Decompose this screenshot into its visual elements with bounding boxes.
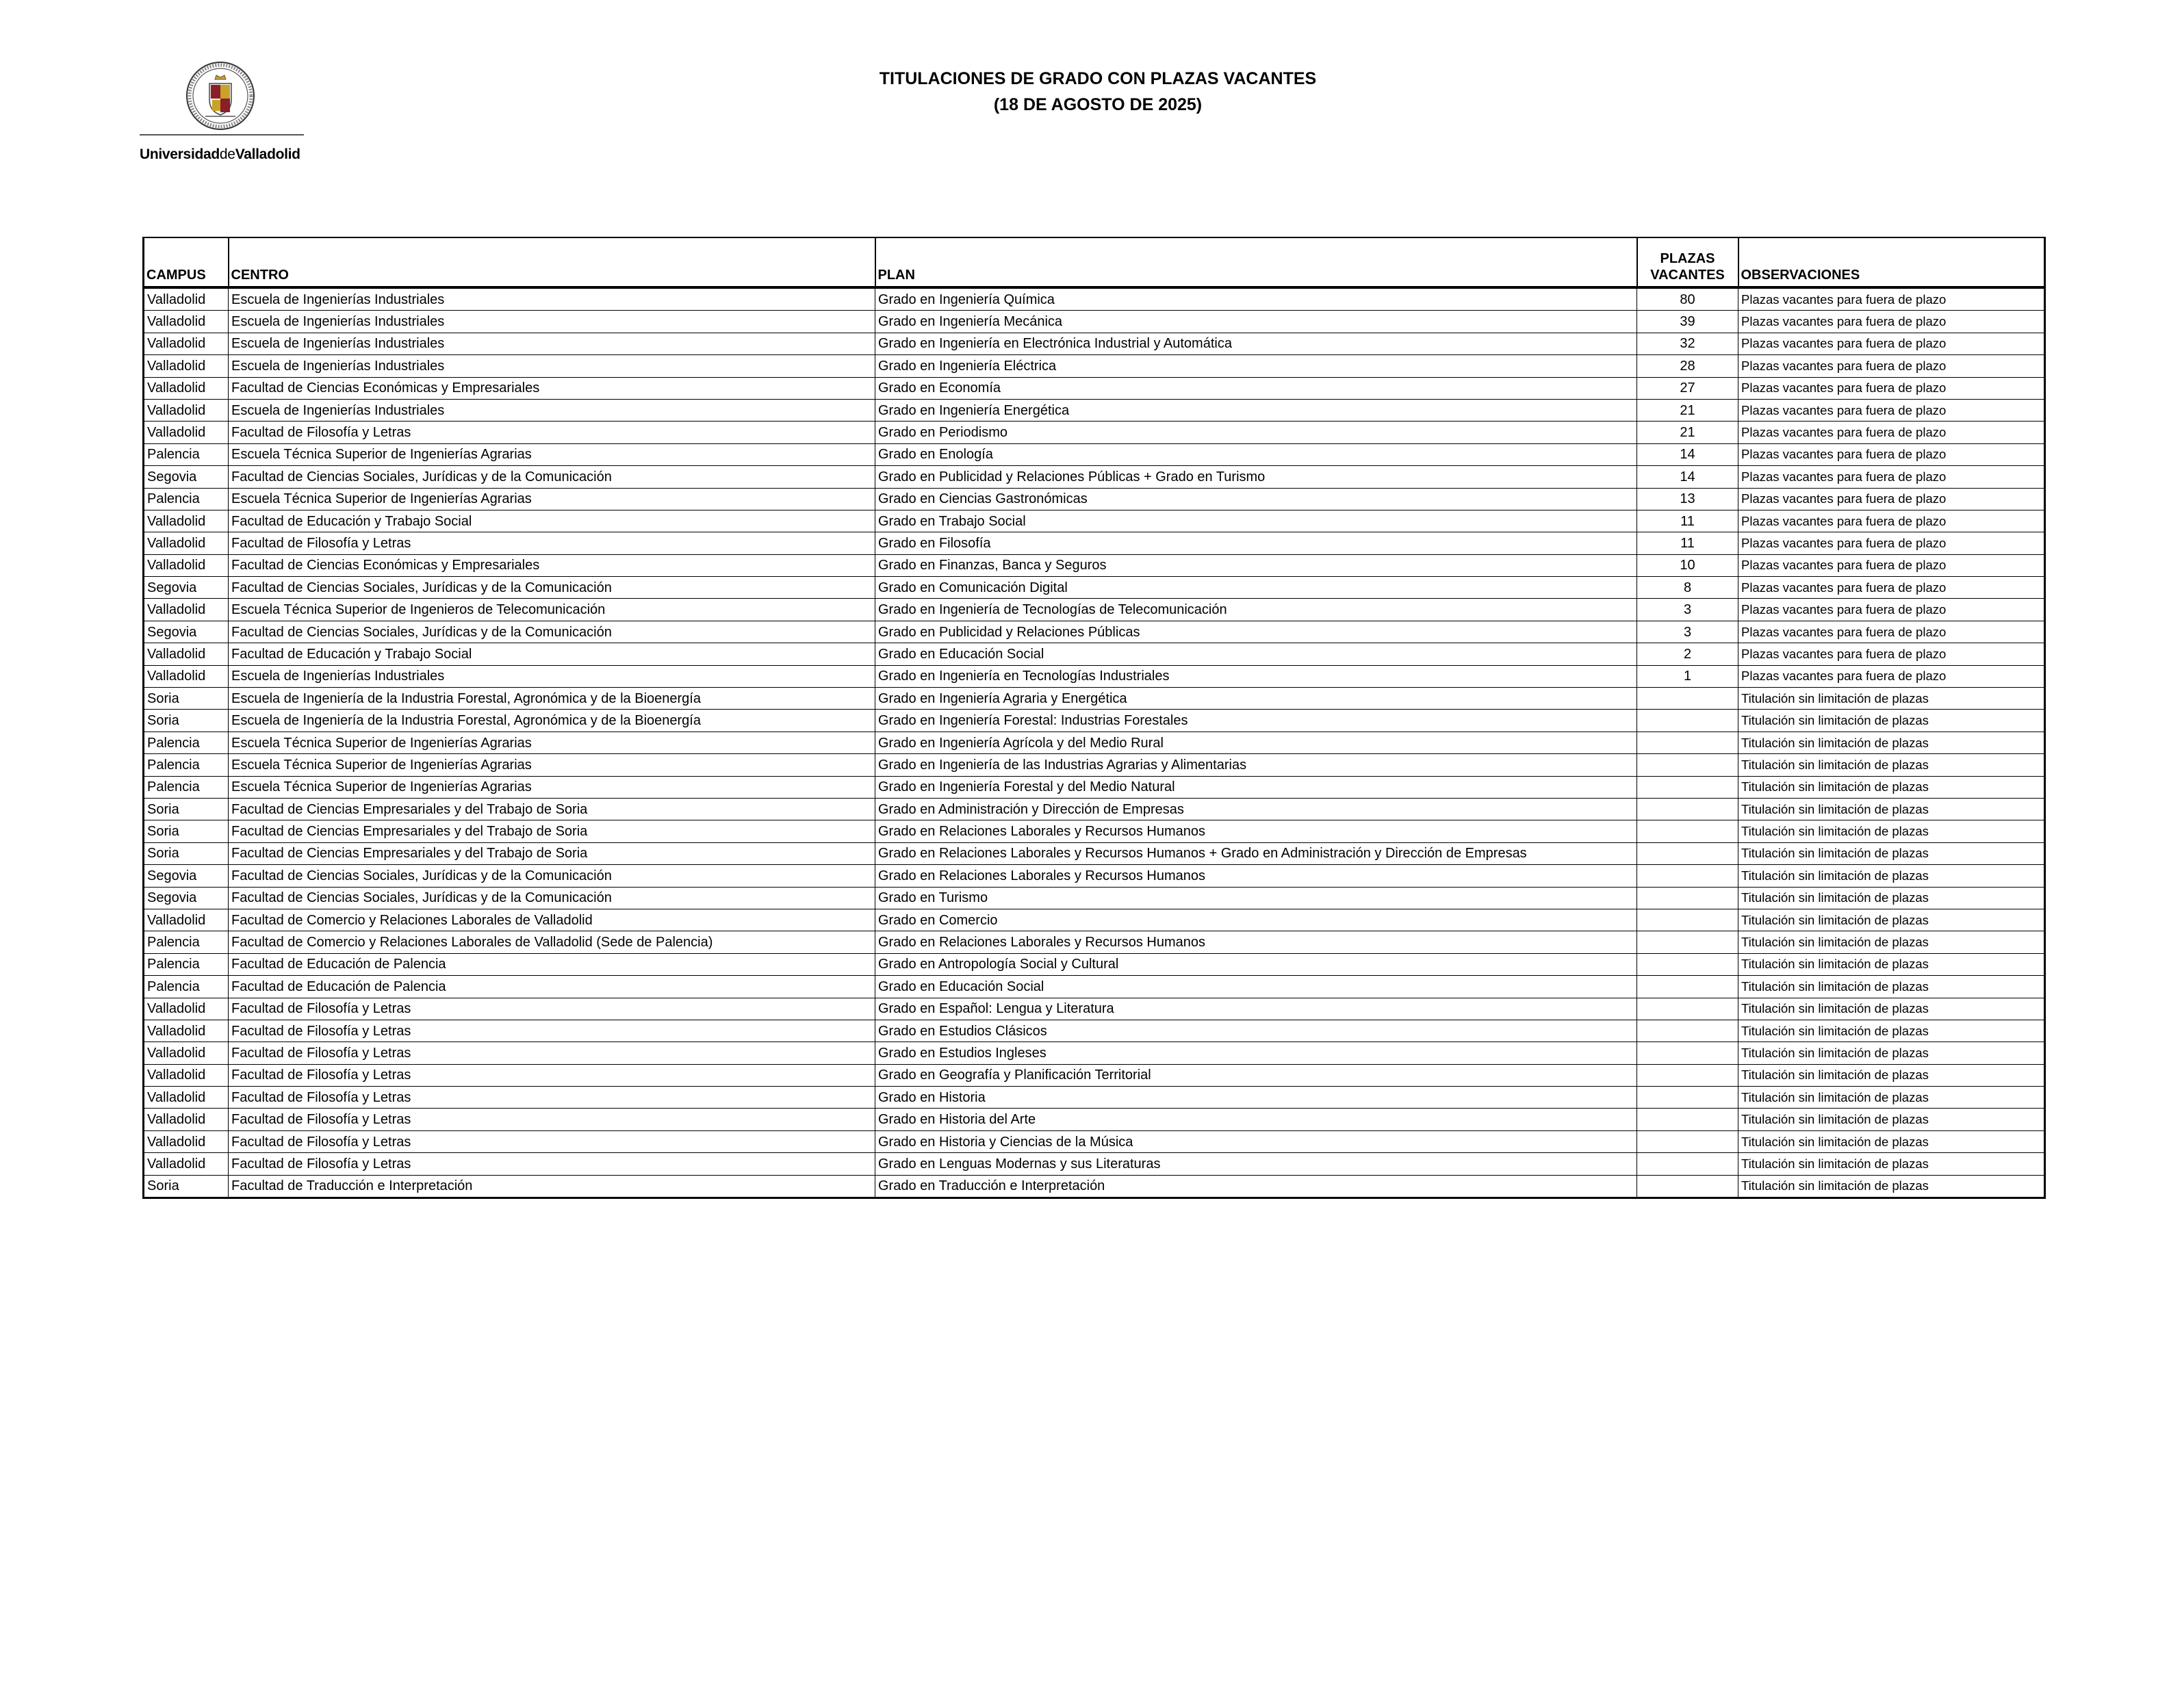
cell-campus: Valladolid bbox=[144, 399, 229, 421]
cell-observaciones: Plazas vacantes para fuera de plazo bbox=[1738, 599, 2045, 621]
university-logo bbox=[140, 60, 308, 170]
cell-campus: Palencia bbox=[144, 754, 229, 776]
cell-plazas-vacantes bbox=[1637, 754, 1738, 776]
cell-plan: Grado en Estudios Clásicos bbox=[875, 1020, 1637, 1041]
cell-centro: Escuela de Ingenierías Industriales bbox=[229, 311, 875, 333]
cell-plan: Grado en Ingeniería Agraria y Energética bbox=[875, 688, 1637, 710]
cell-plazas-vacantes: 11 bbox=[1637, 510, 1738, 532]
table-row bbox=[144, 1175, 2045, 1198]
cell-plan: Grado en Historia y Ciencias de la Música bbox=[875, 1130, 1637, 1152]
cell-plan: Grado en Periodismo bbox=[875, 422, 1637, 443]
cell-observaciones: Titulación sin limitación de plazas bbox=[1738, 1153, 2045, 1175]
cell-centro: Facultad de Ciencias Sociales, Jurídicas y de la Comunicación bbox=[229, 887, 875, 909]
cell-plan: Grado en Estudios Ingleses bbox=[875, 1042, 1637, 1064]
table-row bbox=[144, 621, 2045, 643]
cell-plazas-vacantes bbox=[1637, 732, 1738, 753]
vacancies-table bbox=[142, 237, 2046, 1199]
cell-campus: Valladolid bbox=[144, 1064, 229, 1086]
cell-centro: Facultad de Filosofía y Letras bbox=[229, 1064, 875, 1086]
cell-campus: Valladolid bbox=[144, 510, 229, 532]
cell-plan: Grado en Ingeniería Mecánica bbox=[875, 311, 1637, 333]
cell-centro: Facultad de Ciencias Empresariales y del Trabajo de Soria bbox=[229, 820, 875, 842]
cell-plan: Grado en Educación Social bbox=[875, 976, 1637, 998]
cell-observaciones: Titulación sin limitación de plazas bbox=[1738, 1020, 2045, 1041]
cell-observaciones: Plazas vacantes para fuera de plazo bbox=[1738, 399, 2045, 421]
table-row bbox=[144, 333, 2045, 354]
cell-plan: Grado en Publicidad y Relaciones Públicas bbox=[875, 621, 1637, 643]
cell-campus: Soria bbox=[144, 842, 229, 864]
table-row bbox=[144, 998, 2045, 1020]
header-campus: CAMPUS bbox=[144, 237, 229, 287]
cell-observaciones: Titulación sin limitación de plazas bbox=[1738, 842, 2045, 864]
table-row bbox=[144, 466, 2045, 488]
cell-plazas-vacantes bbox=[1637, 842, 1738, 864]
table-row bbox=[144, 488, 2045, 510]
cell-plan: Grado en Educación Social bbox=[875, 643, 1637, 665]
cell-observaciones: Plazas vacantes para fuera de plazo bbox=[1738, 643, 2045, 665]
cell-plazas-vacantes: 3 bbox=[1637, 621, 1738, 643]
cell-plan: Grado en Comercio bbox=[875, 909, 1637, 931]
cell-plazas-vacantes: 80 bbox=[1637, 287, 1738, 311]
cell-observaciones: Titulación sin limitación de plazas bbox=[1738, 998, 2045, 1020]
cell-plan: Grado en Ingeniería Agrícola y del Medio Rural bbox=[875, 732, 1637, 753]
table-row bbox=[144, 599, 2045, 621]
table-row bbox=[144, 976, 2045, 998]
cell-centro: Escuela Técnica Superior de Ingenierías Agrarias bbox=[229, 488, 875, 510]
cell-plazas-vacantes: 39 bbox=[1637, 311, 1738, 333]
table-row bbox=[144, 287, 2045, 311]
cell-plazas-vacantes: 3 bbox=[1637, 599, 1738, 621]
cell-centro: Escuela Técnica Superior de Ingenierías Agrarias bbox=[229, 732, 875, 753]
cell-campus: Valladolid bbox=[144, 532, 229, 554]
table-row bbox=[144, 510, 2045, 532]
cell-plazas-vacantes: 21 bbox=[1637, 399, 1738, 421]
cell-observaciones: Titulación sin limitación de plazas bbox=[1738, 820, 2045, 842]
cell-campus: Valladolid bbox=[144, 311, 229, 333]
cell-centro: Facultad de Filosofía y Letras bbox=[229, 1130, 875, 1152]
table-row bbox=[144, 820, 2045, 842]
cell-observaciones: Plazas vacantes para fuera de plazo bbox=[1738, 554, 2045, 576]
cell-plazas-vacantes: 13 bbox=[1637, 488, 1738, 510]
cell-campus: Palencia bbox=[144, 776, 229, 798]
cell-plan: Grado en Historia del Arte bbox=[875, 1109, 1637, 1130]
cell-observaciones: Plazas vacantes para fuera de plazo bbox=[1738, 577, 2045, 599]
cell-plazas-vacantes: 28 bbox=[1637, 355, 1738, 377]
cell-centro: Facultad de Traducción e Interpretación bbox=[229, 1175, 875, 1198]
cell-plan: Grado en Lenguas Modernas y sus Literaturas bbox=[875, 1153, 1637, 1175]
cell-plan: Grado en Historia bbox=[875, 1087, 1637, 1109]
cell-plazas-vacantes bbox=[1637, 1042, 1738, 1064]
table-row bbox=[144, 887, 2045, 909]
table-row bbox=[144, 1130, 2045, 1152]
table-row bbox=[144, 422, 2045, 443]
cell-observaciones: Titulación sin limitación de plazas bbox=[1738, 754, 2045, 776]
cell-plan: Grado en Traducción e Interpretación bbox=[875, 1175, 1637, 1198]
cell-observaciones: Plazas vacantes para fuera de plazo bbox=[1738, 355, 2045, 377]
cell-campus: Valladolid bbox=[144, 909, 229, 931]
table-row bbox=[144, 1087, 2045, 1109]
cell-plazas-vacantes bbox=[1637, 710, 1738, 732]
table-row bbox=[144, 643, 2045, 665]
cell-plan: Grado en Relaciones Laborales y Recursos Humanos bbox=[875, 931, 1637, 953]
document-title bbox=[838, 66, 1358, 118]
cell-observaciones: Titulación sin limitación de plazas bbox=[1738, 953, 2045, 975]
table-row bbox=[144, 399, 2045, 421]
cell-centro: Escuela de Ingeniería de la Industria Forestal, Agronómica y de la Bioenergía bbox=[229, 688, 875, 710]
cell-plazas-vacantes: 8 bbox=[1637, 577, 1738, 599]
cell-observaciones: Titulación sin limitación de plazas bbox=[1738, 931, 2045, 953]
cell-plan: Grado en Finanzas, Banca y Seguros bbox=[875, 554, 1637, 576]
header-plan: PLAN bbox=[875, 237, 1637, 287]
cell-centro: Facultad de Ciencias Empresariales y del Trabajo de Soria bbox=[229, 842, 875, 864]
cell-observaciones: Titulación sin limitación de plazas bbox=[1738, 1175, 2045, 1198]
cell-plazas-vacantes bbox=[1637, 1020, 1738, 1041]
cell-centro: Facultad de Filosofía y Letras bbox=[229, 422, 875, 443]
cell-centro: Facultad de Filosofía y Letras bbox=[229, 1153, 875, 1175]
cell-plazas-vacantes: 11 bbox=[1637, 532, 1738, 554]
cell-observaciones: Plazas vacantes para fuera de plazo bbox=[1738, 510, 2045, 532]
table-row bbox=[144, 577, 2045, 599]
cell-centro: Facultad de Ciencias Económicas y Empresariales bbox=[229, 554, 875, 576]
table-row bbox=[144, 1109, 2045, 1130]
cell-centro: Facultad de Ciencias Sociales, Jurídicas y de la Comunicación bbox=[229, 621, 875, 643]
cell-campus: Segovia bbox=[144, 466, 229, 488]
cell-centro: Facultad de Comercio y Relaciones Laborales de Valladolid bbox=[229, 909, 875, 931]
cell-centro: Escuela Técnica Superior de Ingenierías Agrarias bbox=[229, 754, 875, 776]
cell-plazas-vacantes: 10 bbox=[1637, 554, 1738, 576]
cell-centro: Facultad de Ciencias Sociales, Jurídicas y de la Comunicación bbox=[229, 865, 875, 887]
cell-observaciones: Plazas vacantes para fuera de plazo bbox=[1738, 621, 2045, 643]
cell-plan: Grado en Relaciones Laborales y Recursos Humanos bbox=[875, 820, 1637, 842]
cell-plazas-vacantes bbox=[1637, 820, 1738, 842]
cell-campus: Segovia bbox=[144, 865, 229, 887]
table-header-row bbox=[144, 237, 2045, 287]
cell-observaciones: Titulación sin limitación de plazas bbox=[1738, 1130, 2045, 1152]
cell-campus: Soria bbox=[144, 688, 229, 710]
cell-plan: Grado en Ciencias Gastronómicas bbox=[875, 488, 1637, 510]
cell-campus: Valladolid bbox=[144, 599, 229, 621]
cell-plazas-vacantes: 32 bbox=[1637, 333, 1738, 354]
cell-plazas-vacantes bbox=[1637, 798, 1738, 820]
cell-observaciones: Plazas vacantes para fuera de plazo bbox=[1738, 422, 2045, 443]
cell-centro: Escuela de Ingenierías Industriales bbox=[229, 355, 875, 377]
cell-centro: Escuela de Ingenierías Industriales bbox=[229, 665, 875, 687]
cell-campus: Valladolid bbox=[144, 1020, 229, 1041]
cell-observaciones: Titulación sin limitación de plazas bbox=[1738, 1042, 2045, 1064]
cell-plazas-vacantes bbox=[1637, 887, 1738, 909]
cell-centro: Escuela de Ingenierías Industriales bbox=[229, 287, 875, 311]
cell-plazas-vacantes bbox=[1637, 909, 1738, 931]
cell-campus: Palencia bbox=[144, 953, 229, 975]
cell-campus: Valladolid bbox=[144, 1087, 229, 1109]
table-row bbox=[144, 931, 2045, 953]
cell-plazas-vacantes bbox=[1637, 776, 1738, 798]
cell-observaciones: Plazas vacantes para fuera de plazo bbox=[1738, 311, 2045, 333]
cell-centro: Facultad de Educación y Trabajo Social bbox=[229, 510, 875, 532]
cell-centro: Facultad de Filosofía y Letras bbox=[229, 532, 875, 554]
cell-campus: Valladolid bbox=[144, 1109, 229, 1130]
cell-observaciones: Titulación sin limitación de plazas bbox=[1738, 1064, 2045, 1086]
cell-centro: Facultad de Ciencias Empresariales y del Trabajo de Soria bbox=[229, 798, 875, 820]
cell-plazas-vacantes bbox=[1637, 1064, 1738, 1086]
header-observaciones: OBSERVACIONES bbox=[1738, 237, 2045, 287]
table-row bbox=[144, 1064, 2045, 1086]
table-row bbox=[144, 710, 2045, 732]
cell-observaciones: Plazas vacantes para fuera de plazo bbox=[1738, 466, 2045, 488]
table-row bbox=[144, 732, 2045, 753]
table-row bbox=[144, 1020, 2045, 1041]
cell-plazas-vacantes bbox=[1637, 1175, 1738, 1198]
cell-plan: Grado en Relaciones Laborales y Recursos Humanos + Grado en Administración y Dirección de Empresas bbox=[875, 842, 1637, 864]
cell-plan: Grado en Enología bbox=[875, 443, 1637, 465]
title-line-2: (18 DE AGOSTO DE 2025) bbox=[993, 95, 1203, 114]
cell-campus: Palencia bbox=[144, 931, 229, 953]
cell-observaciones: Titulación sin limitación de plazas bbox=[1738, 887, 2045, 909]
cell-centro: Facultad de Filosofía y Letras bbox=[229, 998, 875, 1020]
cell-plazas-vacantes: 2 bbox=[1637, 643, 1738, 665]
cell-plan: Grado en Comunicación Digital bbox=[875, 577, 1637, 599]
table-row bbox=[144, 311, 2045, 333]
cell-campus: Valladolid bbox=[144, 333, 229, 354]
cell-campus: Valladolid bbox=[144, 643, 229, 665]
cell-campus: Palencia bbox=[144, 732, 229, 753]
cell-plazas-vacantes bbox=[1637, 976, 1738, 998]
cell-campus: Soria bbox=[144, 798, 229, 820]
cell-observaciones: Plazas vacantes para fuera de plazo bbox=[1738, 287, 2045, 311]
table-row bbox=[144, 909, 2045, 931]
title-line-1: TITULACIONES DE GRADO CON PLAZAS VACANTES bbox=[879, 69, 1317, 88]
cell-plan: Grado en Turismo bbox=[875, 887, 1637, 909]
cell-campus: Valladolid bbox=[144, 1153, 229, 1175]
table-row bbox=[144, 798, 2045, 820]
cell-plazas-vacantes bbox=[1637, 1109, 1738, 1130]
cell-plan: Grado en Geografía y Planificación Territorial bbox=[875, 1064, 1637, 1086]
cell-campus: Soria bbox=[144, 1175, 229, 1198]
cell-observaciones: Plazas vacantes para fuera de plazo bbox=[1738, 488, 2045, 510]
cell-campus: Valladolid bbox=[144, 422, 229, 443]
cell-campus: Valladolid bbox=[144, 554, 229, 576]
cell-centro: Escuela Técnica Superior de Ingenieros de Telecomunicación bbox=[229, 599, 875, 621]
cell-campus: Segovia bbox=[144, 621, 229, 643]
cell-centro: Facultad de Filosofía y Letras bbox=[229, 1042, 875, 1064]
cell-plazas-vacantes bbox=[1637, 931, 1738, 953]
cell-plazas-vacantes: 14 bbox=[1637, 466, 1738, 488]
cell-plan: Grado en Economía bbox=[875, 377, 1637, 399]
table-row bbox=[144, 443, 2045, 465]
cell-observaciones: Titulación sin limitación de plazas bbox=[1738, 710, 2045, 732]
cell-plan: Grado en Publicidad y Relaciones Públicas + Grado en Turismo bbox=[875, 466, 1637, 488]
cell-observaciones: Plazas vacantes para fuera de plazo bbox=[1738, 665, 2045, 687]
table-row bbox=[144, 377, 2045, 399]
cell-observaciones: Titulación sin limitación de plazas bbox=[1738, 798, 2045, 820]
cell-observaciones: Titulación sin limitación de plazas bbox=[1738, 1109, 2045, 1130]
table-row bbox=[144, 355, 2045, 377]
cell-plan: Grado en Relaciones Laborales y Recursos Humanos bbox=[875, 865, 1637, 887]
logo-divider bbox=[140, 134, 304, 135]
cell-plazas-vacantes: 1 bbox=[1637, 665, 1738, 687]
cell-plan: Grado en Ingeniería en Electrónica Industrial y Automática bbox=[875, 333, 1637, 354]
cell-plan: Grado en Ingeniería Química bbox=[875, 287, 1637, 311]
cell-plan: Grado en Ingeniería de las Industrias Agrarias y Alimentarias bbox=[875, 754, 1637, 776]
cell-plan: Grado en Español: Lengua y Literatura bbox=[875, 998, 1637, 1020]
cell-plazas-vacantes bbox=[1637, 865, 1738, 887]
cell-centro: Facultad de Educación de Palencia bbox=[229, 976, 875, 998]
cell-plazas-vacantes bbox=[1637, 998, 1738, 1020]
cell-campus: Valladolid bbox=[144, 377, 229, 399]
table-row bbox=[144, 665, 2045, 687]
cell-centro: Facultad de Filosofía y Letras bbox=[229, 1087, 875, 1109]
cell-centro: Facultad de Ciencias Económicas y Empresariales bbox=[229, 377, 875, 399]
cell-plan: Grado en Ingeniería de Tecnologías de Telecomunicación bbox=[875, 599, 1637, 621]
cell-observaciones: Plazas vacantes para fuera de plazo bbox=[1738, 532, 2045, 554]
table-row bbox=[144, 754, 2045, 776]
header-centro: CENTRO bbox=[229, 237, 875, 287]
cell-campus: Soria bbox=[144, 820, 229, 842]
header-plazas-vacantes: PLAZAS VACANTES bbox=[1637, 237, 1738, 287]
cell-campus: Segovia bbox=[144, 577, 229, 599]
cell-observaciones: Titulación sin limitación de plazas bbox=[1738, 732, 2045, 753]
cell-campus: Segovia bbox=[144, 887, 229, 909]
cell-centro: Escuela de Ingenierías Industriales bbox=[229, 399, 875, 421]
cell-observaciones: Titulación sin limitación de plazas bbox=[1738, 776, 2045, 798]
cell-plazas-vacantes: 21 bbox=[1637, 422, 1738, 443]
cell-observaciones: Titulación sin limitación de plazas bbox=[1738, 1087, 2045, 1109]
cell-plazas-vacantes bbox=[1637, 688, 1738, 710]
cell-centro: Escuela de Ingeniería de la Industria Forestal, Agronómica y de la Bioenergía bbox=[229, 710, 875, 732]
cell-campus: Valladolid bbox=[144, 287, 229, 311]
table-row bbox=[144, 1153, 2045, 1175]
cell-observaciones: Titulación sin limitación de plazas bbox=[1738, 976, 2045, 998]
table-row bbox=[144, 842, 2045, 864]
cell-plan: Grado en Antropología Social y Cultural bbox=[875, 953, 1637, 975]
cell-centro: Escuela Técnica Superior de Ingenierías Agrarias bbox=[229, 443, 875, 465]
cell-centro: Facultad de Filosofía y Letras bbox=[229, 1020, 875, 1041]
cell-campus: Valladolid bbox=[144, 665, 229, 687]
cell-observaciones: Plazas vacantes para fuera de plazo bbox=[1738, 377, 2045, 399]
cell-observaciones: Titulación sin limitación de plazas bbox=[1738, 909, 2045, 931]
table-row bbox=[144, 953, 2045, 975]
cell-plan: Grado en Administración y Dirección de Empresas bbox=[875, 798, 1637, 820]
cell-campus: Palencia bbox=[144, 976, 229, 998]
cell-campus: Valladolid bbox=[144, 355, 229, 377]
cell-campus: Palencia bbox=[144, 443, 229, 465]
cell-observaciones: Titulación sin limitación de plazas bbox=[1738, 688, 2045, 710]
cell-centro: Facultad de Comercio y Relaciones Laborales de Valladolid (Sede de Palencia) bbox=[229, 931, 875, 953]
cell-plan: Grado en Trabajo Social bbox=[875, 510, 1637, 532]
cell-plan: Grado en Ingeniería Forestal: Industrias Forestales bbox=[875, 710, 1637, 732]
cell-observaciones: Plazas vacantes para fuera de plazo bbox=[1738, 333, 2045, 354]
university-seal-icon bbox=[185, 60, 256, 131]
table-row bbox=[144, 865, 2045, 887]
cell-observaciones: Titulación sin limitación de plazas bbox=[1738, 865, 2045, 887]
table-row bbox=[144, 688, 2045, 710]
cell-campus: Soria bbox=[144, 710, 229, 732]
cell-plazas-vacantes bbox=[1637, 1130, 1738, 1152]
cell-centro: Facultad de Educación de Palencia bbox=[229, 953, 875, 975]
cell-centro: Facultad de Ciencias Sociales, Jurídicas y de la Comunicación bbox=[229, 577, 875, 599]
cell-plazas-vacantes: 27 bbox=[1637, 377, 1738, 399]
cell-campus: Valladolid bbox=[144, 998, 229, 1020]
cell-campus: Palencia bbox=[144, 488, 229, 510]
cell-campus: Valladolid bbox=[144, 1130, 229, 1152]
cell-centro: Escuela de Ingenierías Industriales bbox=[229, 333, 875, 354]
table-row bbox=[144, 532, 2045, 554]
table-row bbox=[144, 554, 2045, 576]
cell-plan: Grado en Ingeniería en Tecnologías Industriales bbox=[875, 665, 1637, 687]
cell-plan: Grado en Ingeniería Forestal y del Medio Natural bbox=[875, 776, 1637, 798]
table-row bbox=[144, 1042, 2045, 1064]
cell-plazas-vacantes bbox=[1637, 953, 1738, 975]
cell-centro: Facultad de Educación y Trabajo Social bbox=[229, 643, 875, 665]
cell-plan: Grado en Ingeniería Energética bbox=[875, 399, 1637, 421]
table-row bbox=[144, 776, 2045, 798]
cell-plan: Grado en Ingeniería Eléctrica bbox=[875, 355, 1637, 377]
cell-centro: Escuela Técnica Superior de Ingenierías Agrarias bbox=[229, 776, 875, 798]
cell-centro: Facultad de Ciencias Sociales, Jurídicas y de la Comunicación bbox=[229, 466, 875, 488]
cell-plazas-vacantes bbox=[1637, 1087, 1738, 1109]
cell-plazas-vacantes: 14 bbox=[1637, 443, 1738, 465]
university-name: UniversidaddeValladolid bbox=[140, 146, 300, 162]
cell-campus: Valladolid bbox=[144, 1042, 229, 1064]
cell-plan: Grado en Filosofía bbox=[875, 532, 1637, 554]
cell-plazas-vacantes bbox=[1637, 1153, 1738, 1175]
cell-centro: Facultad de Filosofía y Letras bbox=[229, 1109, 875, 1130]
cell-observaciones: Plazas vacantes para fuera de plazo bbox=[1738, 443, 2045, 465]
